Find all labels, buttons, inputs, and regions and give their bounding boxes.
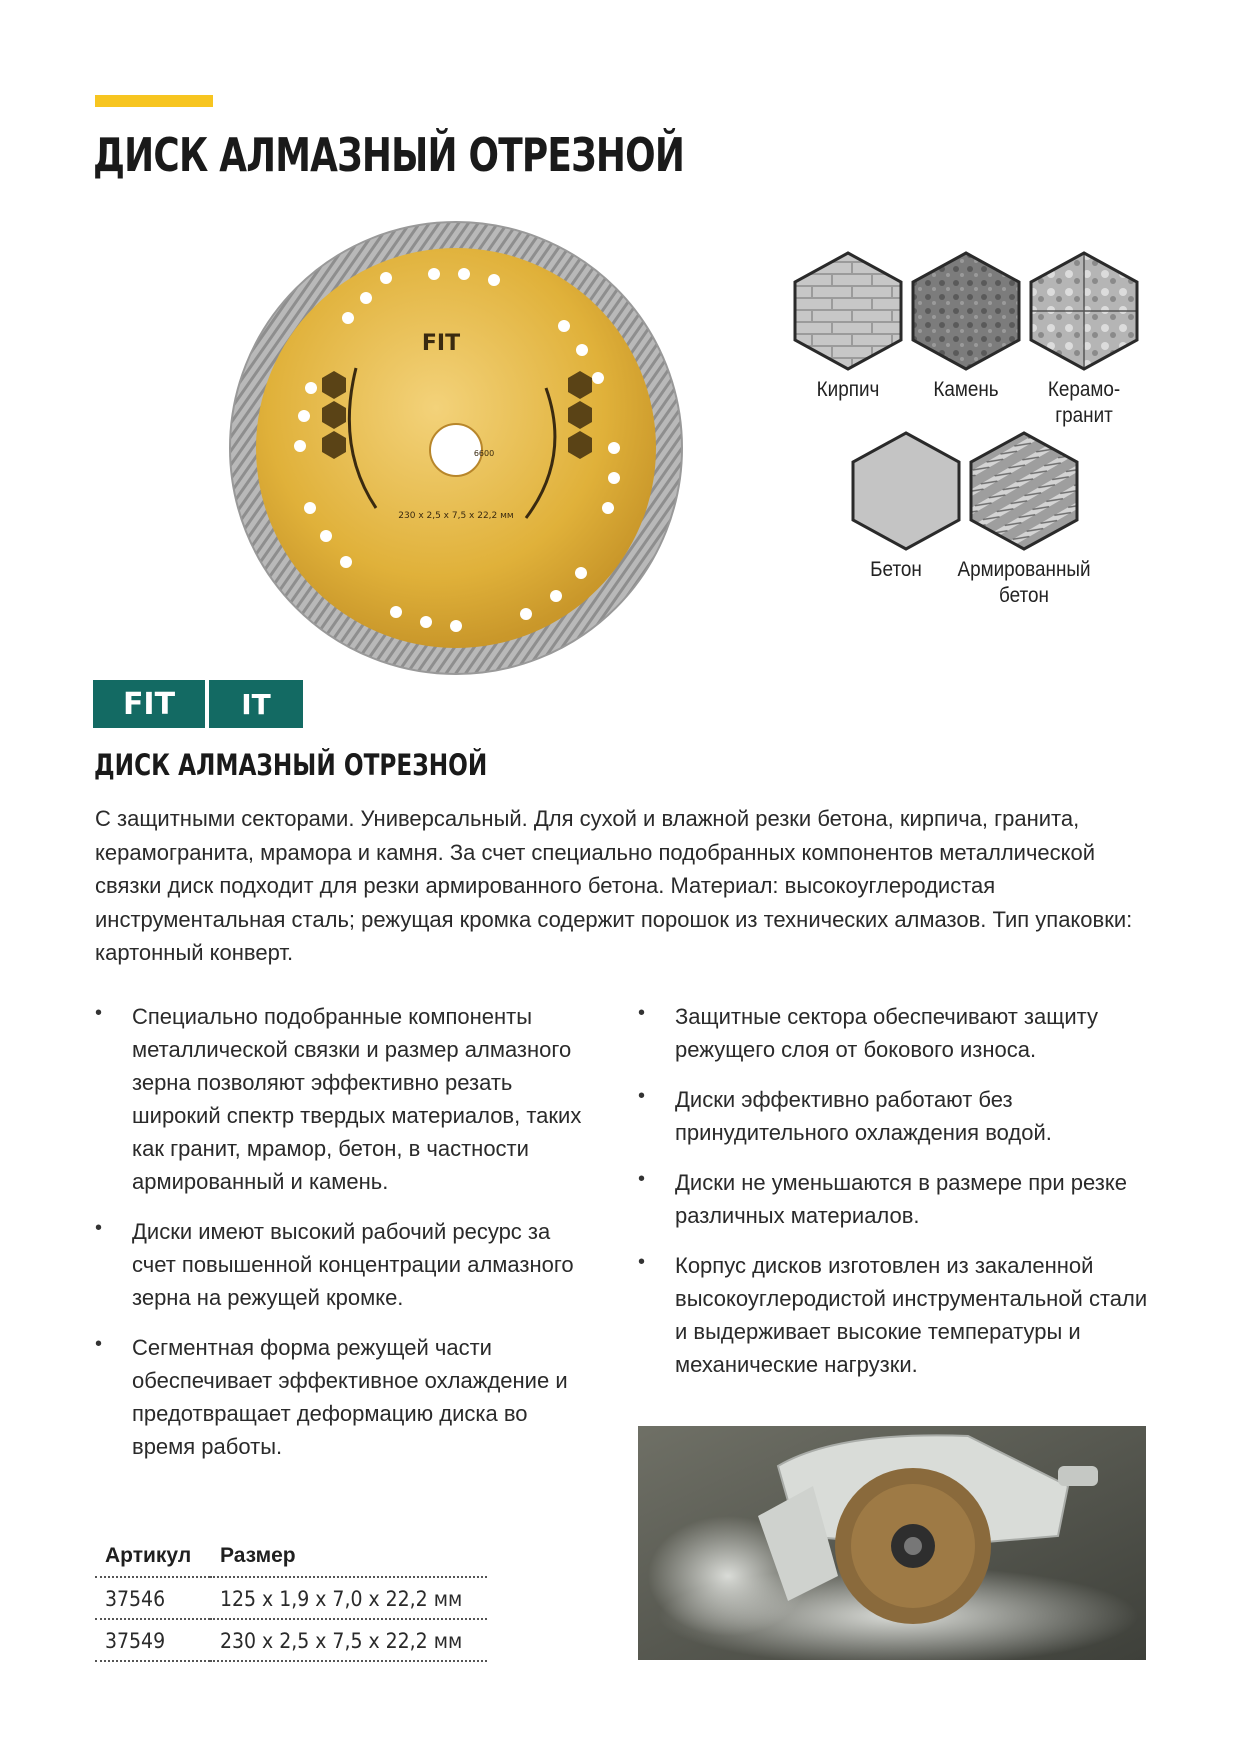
ceramic-granite-icon (1028, 250, 1140, 372)
materials-panel (790, 250, 1170, 620)
brick-icon (792, 250, 904, 372)
page-title: ДИСК АЛМАЗНЫЙ ОТРЕЗНОЙ (93, 128, 685, 182)
features-list-right (638, 1000, 1158, 1398)
feature-item: • Диски не уменьшаются в размере при резке различных материалов. (638, 1166, 1158, 1232)
cutting-photo (638, 1426, 1146, 1660)
material-label: Керамо- гранит (1047, 378, 1121, 427)
size-cell: 125 x 1,9 x 7,0 x 22,2 мм (210, 1577, 487, 1619)
feature-item: • Диски имеют высокий рабочий ресурс за счет повышенной концентрации алмазного зерна на режущей кромке. (95, 1215, 585, 1314)
material-reinforced-concrete (957, 430, 1091, 609)
fit-logo (93, 680, 205, 728)
product-description: С защитными секторами. Универсальный. Для сухой и влажной резки бетона, кирпича, гранита, керамогранита, мрамора и камня. За счет специально подобранных компонентов металлической связки диск подходит для резки армированного бетона. Материал: высокоуглеродистая инструментальная сталь; режущая кромка содержит порошок из технических алмазов. Тип упаковки: картонный конверт. (95, 806, 1133, 965)
column-header-article: Артикул (95, 1538, 210, 1577)
table-row (95, 1577, 487, 1619)
article-table (95, 1538, 487, 1662)
material-stone (908, 250, 1024, 403)
diamond-disc-image (226, 218, 686, 678)
article-cell: 37546 (95, 1577, 210, 1619)
material-label: Армированный бетон (957, 558, 1091, 607)
accent-bar (95, 95, 213, 107)
brand-code: IT (209, 680, 303, 728)
disc-rpm-text: 6600 (473, 449, 495, 458)
column-header-size: Размер (210, 1538, 487, 1577)
concrete-icon (850, 430, 962, 552)
feature-item: • Корпус дисков изготовлен из закаленной высокоуглеродистой инструментальной стали и выдерживает высокие температуры и механические нагрузки. (638, 1249, 1158, 1381)
material-label: Камень (933, 378, 999, 401)
feature-item: • Специально подобранные компоненты металлической связки и размер алмазного зерна позволяют эффективно резать широкий спектр твердых материалов, таких как гранит, мрамор, бетон, в частности армированный и камень. (95, 1000, 585, 1198)
size-cell: 230 x 2,5 x 7,5 x 22,2 мм (210, 1619, 487, 1661)
material-ceramic-granite (1026, 250, 1142, 429)
material-brick (790, 250, 906, 403)
brand-badge (93, 680, 303, 728)
article-cell: 37549 (95, 1619, 210, 1661)
feature-item: • Сегментная форма режущей части обеспечивает эффективное охлаждение и предотвращает деформацию диска во время работы. (95, 1331, 585, 1463)
product-subtitle: ДИСК АЛМАЗНЫЙ ОТРЕЗНОЙ (94, 748, 488, 782)
stone-icon (910, 250, 1022, 372)
table-header-row (95, 1538, 487, 1577)
table-row (95, 1619, 487, 1661)
material-label: Кирпич (816, 378, 880, 401)
disc-brand-text: FIT (421, 331, 461, 356)
reinforced-concrete-icon (968, 430, 1080, 552)
feature-item: • Защитные сектора обеспечивают защиту режущего слоя от бокового износа. (638, 1000, 1158, 1066)
material-label: Бетон (870, 558, 922, 581)
feature-item: • Диски эффективно работают без принудительного охлаждения водой. (638, 1083, 1158, 1149)
fit-logo-text: FIT (122, 686, 176, 722)
disc-size-text: 230 x 2,5 x 7,5 x 22,2 мм (398, 511, 514, 521)
features-list-left (95, 1000, 585, 1480)
